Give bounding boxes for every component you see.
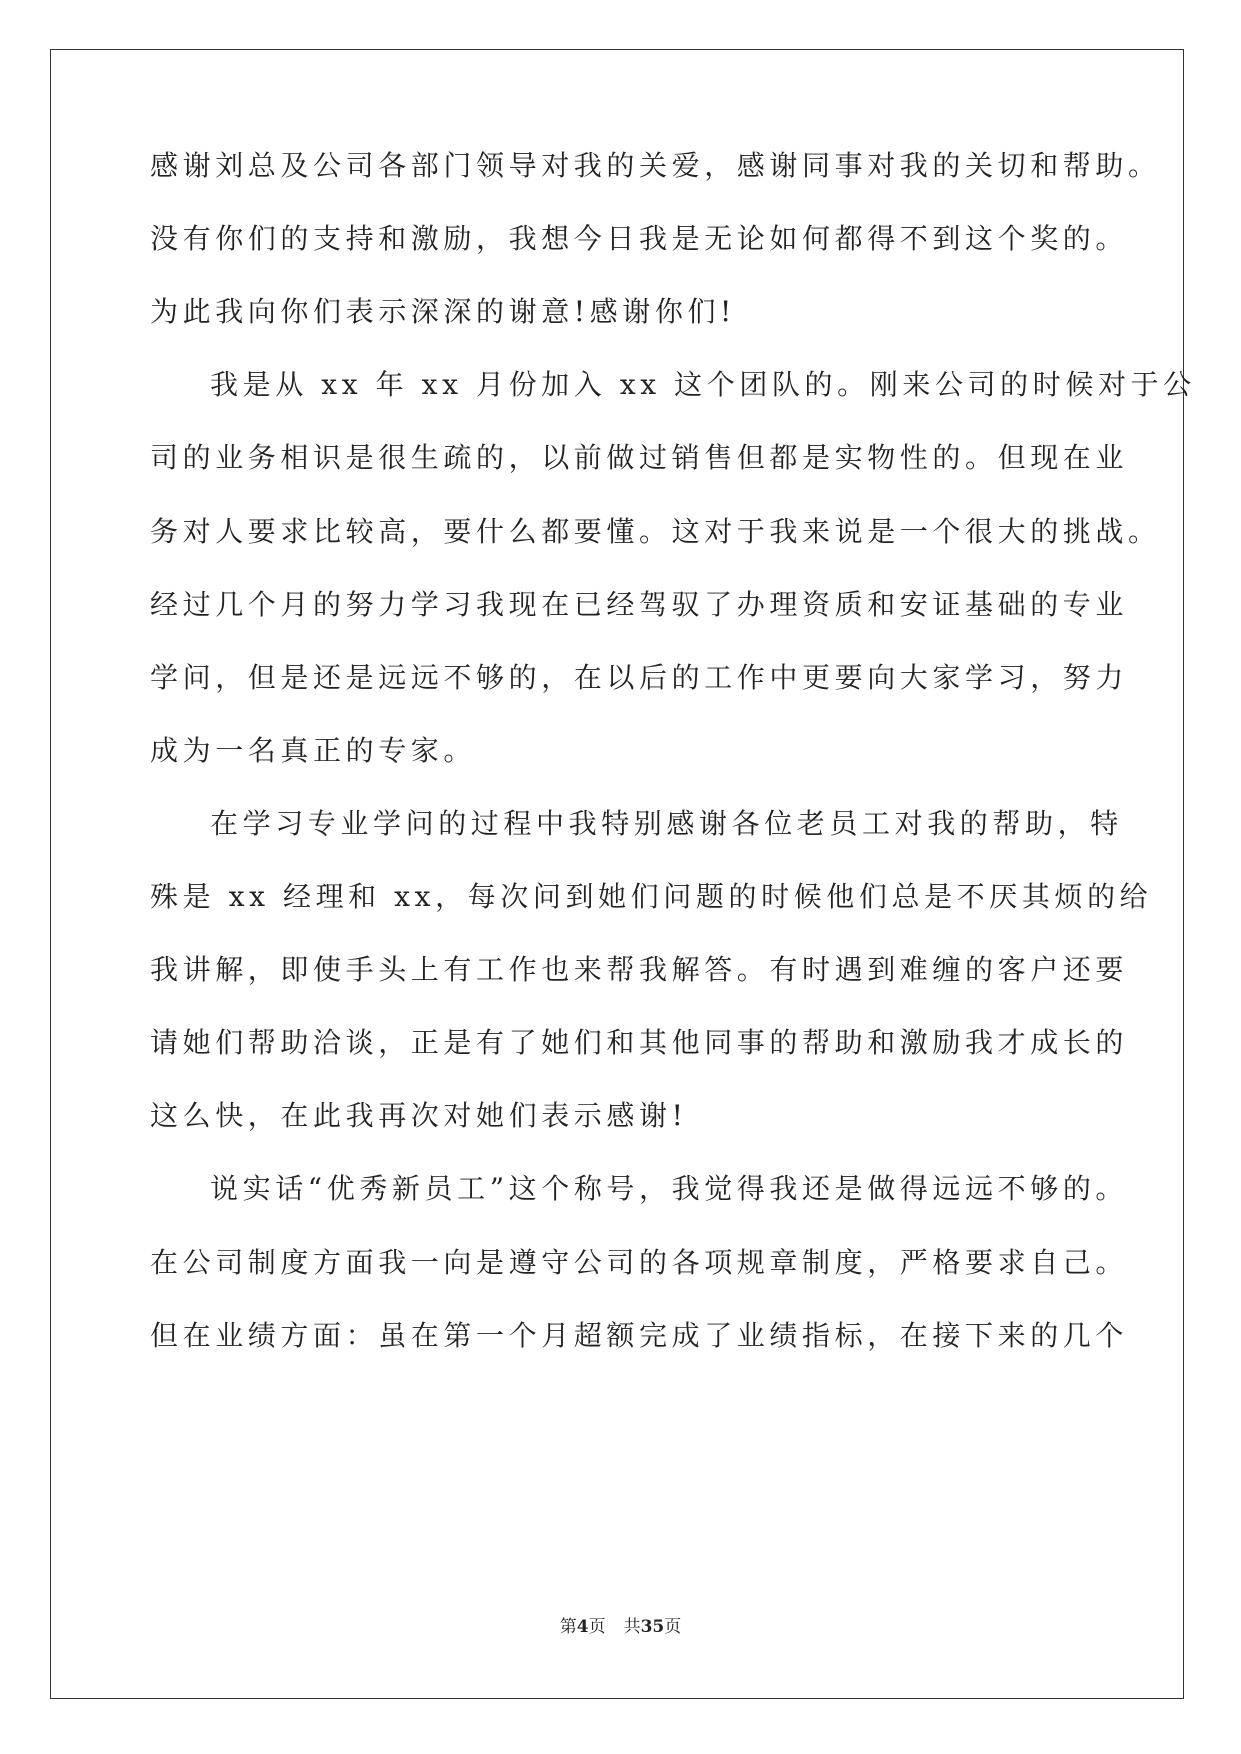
text-line: 我是从 xx 年 xx 月份加入 xx 这个团队的。刚来公司的时候对于公 xyxy=(210,368,1196,402)
total-prefix: 共 xyxy=(623,1617,641,1637)
page-footer xyxy=(0,1612,1241,1637)
text-line: 我讲解，即使手头上有工作也来帮我解答。有时遇到难缠的客户还要 xyxy=(150,953,1129,987)
text-line: 没有你们的支持和激励，我想今日我是无论如何都得不到这个奖的。 xyxy=(150,222,1129,256)
page-suffix: 页 xyxy=(588,1617,606,1637)
text-line: 司的业务相识是很生疏的，以前做过销售但都是实物性的。但现在业 xyxy=(150,441,1129,475)
total-suffix: 页 xyxy=(664,1617,682,1637)
text-line: 为此我向你们表示深深的谢意!感谢你们! xyxy=(150,295,736,329)
text-line: 请她们帮助洽谈，正是有了她们和其他同事的帮助和激励我才成长的 xyxy=(150,1026,1129,1060)
text-line: 在公司制度方面我一向是遵守公司的各项规章制度，严格要求自己。 xyxy=(150,1245,1129,1279)
text-line: 成为一名真正的专家。 xyxy=(150,733,477,767)
text-line: 学问，但是还是远远不够的，在以后的工作中更要向大家学习，努力 xyxy=(150,660,1129,694)
page-prefix: 第 xyxy=(559,1617,577,1637)
text-line: 但在业绩方面：虽在第一个月超额完成了业绩指标，在接下来的几个 xyxy=(150,1318,1129,1352)
total-pages: 35 xyxy=(640,1617,665,1637)
text-line: 经过几个月的努力学习我现在已经驾驭了办理资质和安证基础的专业 xyxy=(150,587,1129,621)
text-line: 这么快，在此我再次对她们表示感谢! xyxy=(150,1099,688,1133)
text-line: 务对人要求比较高，要什么都要懂。这对于我来说是一个很大的挑战。 xyxy=(150,514,1161,548)
text-line: 感谢刘总及公司各部门领导对我的关爱，感谢同事对我的关切和帮助。 xyxy=(150,149,1161,182)
text-line: 在学习专业学问的过程中我特别感谢各位老员工对我的帮助，特 xyxy=(210,806,1123,840)
text-line: 殊是 xx 经理和 xx，每次问到她们问题的时候他们总是不厌其烦的给 xyxy=(150,880,1153,913)
text-line: 说实话“优秀新员工”这个称号，我觉得我还是做得远远不够的。 xyxy=(210,1172,1129,1206)
page-number: 4 xyxy=(576,1617,589,1637)
